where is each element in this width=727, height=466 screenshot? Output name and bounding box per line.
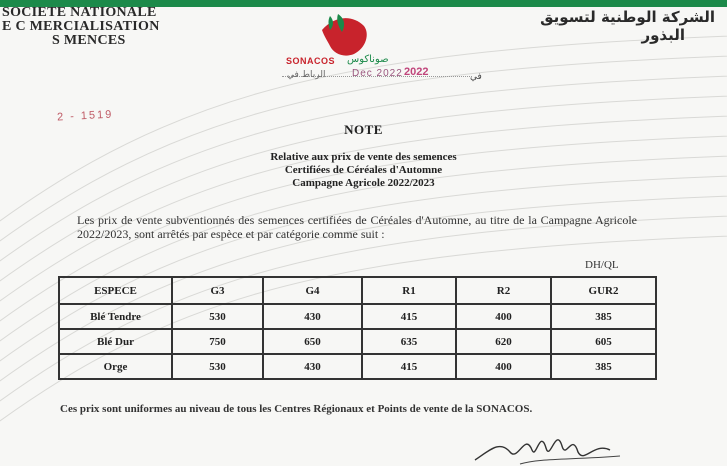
- table-header-cell: GUR2: [551, 277, 656, 304]
- note-subtitle: [0, 151, 727, 190]
- table-cell: 430: [263, 354, 362, 379]
- table-cell: 605: [551, 329, 656, 354]
- table-cell: 635: [362, 329, 456, 354]
- table-cell: 750: [172, 329, 263, 354]
- date-line: [282, 66, 482, 84]
- table-cell: 385: [551, 354, 656, 379]
- table-cell: 650: [263, 329, 362, 354]
- table-header-cell: R2: [456, 277, 551, 304]
- table-header-cell: R1: [362, 277, 456, 304]
- table-header-cell: G4: [263, 277, 362, 304]
- table-cell: 415: [362, 304, 456, 329]
- table-cell: 400: [456, 304, 551, 329]
- header-french: [2, 6, 160, 48]
- table-cell: Blé Dur: [59, 329, 172, 354]
- table-cell: 400: [456, 354, 551, 379]
- logo-name: SONACOS: [286, 56, 336, 66]
- logo-arabic-name: صوناكوس: [347, 54, 389, 65]
- date-year: 2022: [404, 66, 429, 78]
- table-row: [59, 354, 656, 379]
- header-fr-line2: E C MERCIALISATION: [2, 19, 160, 34]
- price-table: [58, 276, 657, 380]
- table-row: [59, 304, 656, 329]
- reference-number: 2 - 1519: [56, 108, 114, 124]
- table-cell: 385: [551, 304, 656, 329]
- header-ar-line2: البذور: [641, 26, 685, 44]
- header-ar-line1: الشركة الوطنية لتسويق: [540, 8, 715, 26]
- table-header-row: [59, 277, 656, 304]
- table-row: [59, 329, 656, 354]
- subtitle-line3: Campagne Agricole 2022/2023: [292, 177, 435, 189]
- header-fr-line3: S MENCES: [52, 33, 126, 48]
- header-fr-line1: SOCIETE NATIONALE: [2, 5, 157, 20]
- table-cell: Blé Tendre: [59, 304, 172, 329]
- footer-note: Ces prix sont uniformes au niveau de tous les Centres Régionaux et Points de vente de la SONACOS.: [60, 403, 533, 415]
- table-cell: 620: [456, 329, 551, 354]
- table-header-cell: ESPECE: [59, 277, 172, 304]
- signature-icon: [470, 420, 630, 466]
- header-arabic: [540, 8, 715, 44]
- table-cell: 430: [263, 304, 362, 329]
- date-fi: في: [470, 72, 482, 82]
- note-title: NOTE: [344, 122, 383, 137]
- table-cell: 415: [362, 354, 456, 379]
- unit-label: DH/QL: [585, 259, 619, 271]
- date-stamp: Dec 2022: [352, 68, 403, 79]
- subtitle-line2: Certifiées de Céréales d'Automne: [284, 164, 443, 176]
- intro-paragraph: Les prix de vente subventionnés des semences certifiées de Céréales d'Automne, au titre de la Campagne Agricole 2022/2023, sont arrêtés par espèce et par catégorie comme suit :: [77, 213, 637, 241]
- subtitle-line1: Relative aux prix de vente des semences: [270, 151, 457, 163]
- table-cell: Orge: [59, 354, 172, 379]
- date-arabic-prefix: الرباط في: [287, 70, 326, 80]
- table-cell: 530: [172, 354, 263, 379]
- table-cell: 530: [172, 304, 263, 329]
- table-header-cell: G3: [172, 277, 263, 304]
